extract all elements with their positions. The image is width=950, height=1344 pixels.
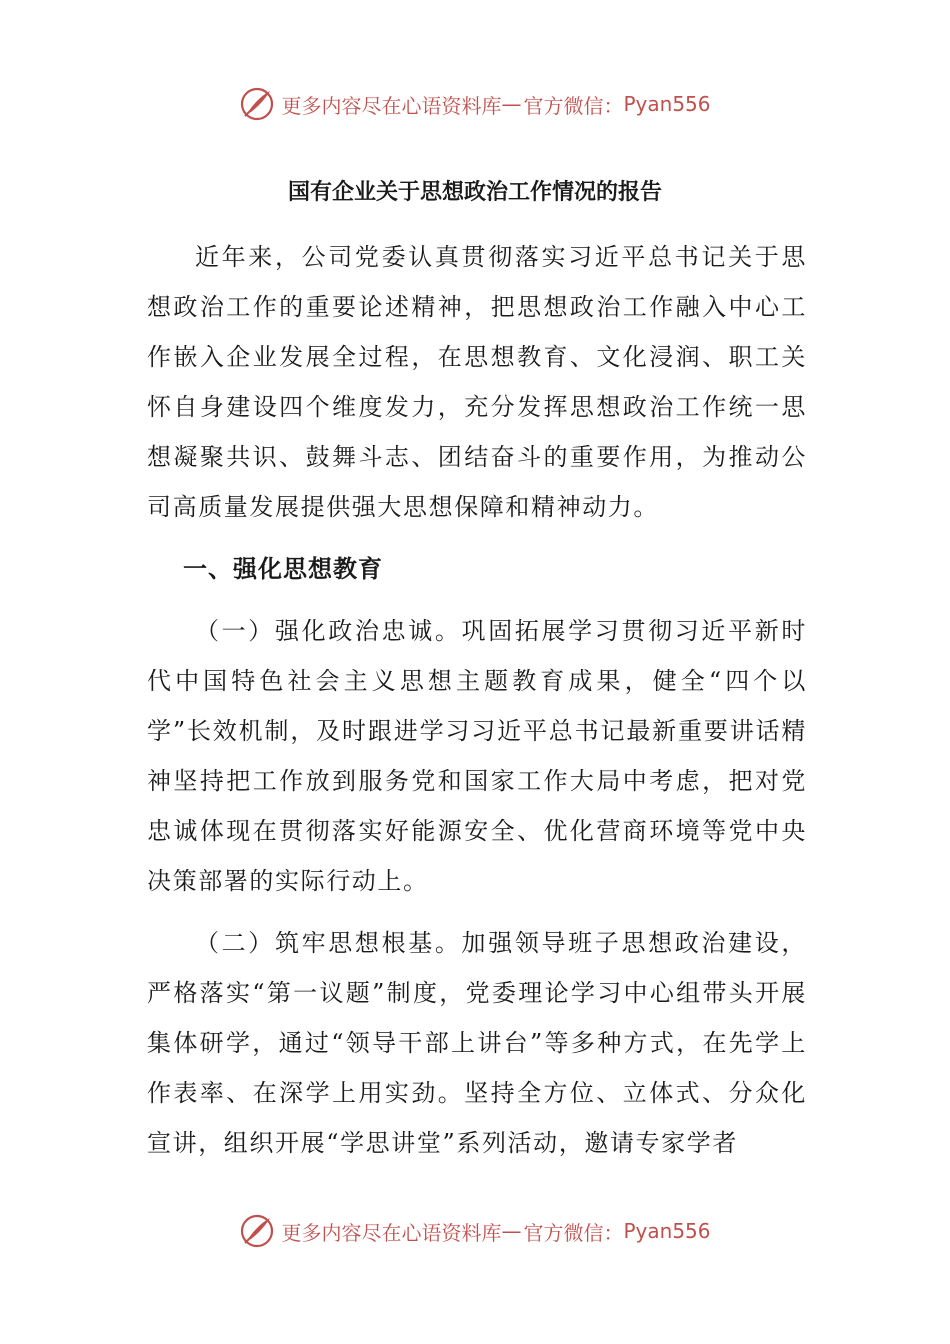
footer-watermark-banner xyxy=(0,1211,950,1251)
paragraph-2: （二）筑牢思想根基。加强领导班子思想政治建设，严格落实“第一议题”制度，党委理论学习中心组带头开展集体研学，通过“领导干部上讲台”等多种方式，在先学上作表率、在深学上用实劲。坚持全方位、立体式、分众化宣讲，组织开展“学思讲堂”系列活动，邀请专家学者 xyxy=(147,929,807,1157)
document-title: 国有企业关于思想政治工作情况的报告 xyxy=(287,180,662,205)
header-watermark-banner xyxy=(0,84,950,124)
banner-wechat-label: 官方微信： xyxy=(523,1220,624,1245)
banner-dash: — xyxy=(501,92,522,116)
quill-pen-logo-icon xyxy=(239,86,275,122)
quill-pen-logo-icon xyxy=(239,1213,275,1249)
banner-wechat-label: 官方微信： xyxy=(523,93,624,118)
banner-wechat-id: Pyan556 xyxy=(623,1219,711,1243)
intro-paragraph: 近年来，公司党委认真贯彻落实习近平总书记关于思想政治工作的重要论述精神，把思想政治工作融入中心工作嵌入企业发展全过程，在思想教育、文化浸润、职工关怀自身建设四个维度发力，充分发挥思想政治工作统一思想凝聚共识、鼓舞斗志、团结奋斗的重要作用，为推动公司高质量发展提供强大思想保障和精神动力。 xyxy=(147,243,807,521)
banner-wechat-id: Pyan556 xyxy=(623,92,711,116)
banner-text: 更多内容尽在心语资料库 xyxy=(281,93,502,118)
paragraph-1: （一）强化政治忠诚。巩固拓展学习贯彻习近平新时代中国特色社会主义思想主题教育成果，健全“四个以学”长效机制，及时跟进学习习近平总书记最新重要讲话精神坚持把工作放到服务党和国家工作大局中考虑，把对党忠诚体现在贯彻落实好能源安全、优化营商环境等党中央决策部署的实际行动上。 xyxy=(147,617,807,895)
banner-text: 更多内容尽在心语资料库 xyxy=(281,1220,502,1245)
banner-dash: — xyxy=(501,1219,522,1243)
section-heading: 一、强化思想教育 xyxy=(183,555,383,583)
document-body xyxy=(147,232,807,1180)
